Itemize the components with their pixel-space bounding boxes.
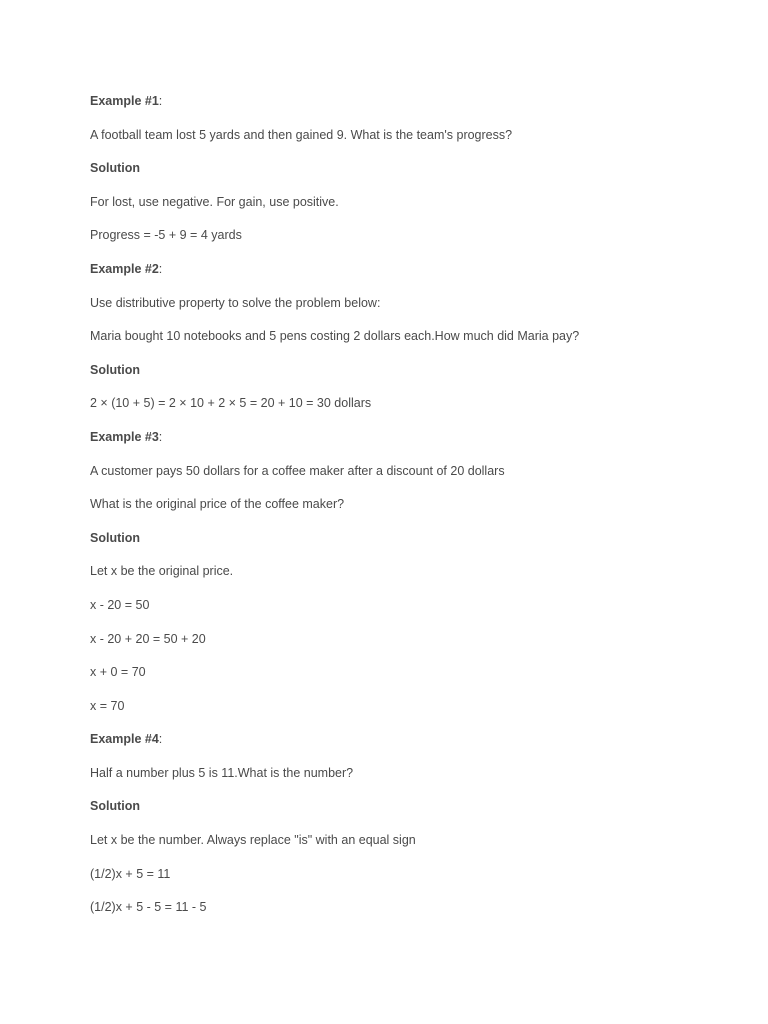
example-2-heading xyxy=(90,261,730,295)
example-3-title: Example #3 xyxy=(90,429,159,444)
example-3-solution-line-4: x + 0 = 70 xyxy=(90,665,146,680)
example-3-solution-label xyxy=(90,530,730,564)
example-2-problem: Maria bought 10 notebooks and 5 pens costing 2 dollars each.How much did Maria pay? xyxy=(90,329,580,344)
example-4-title: Example #4 xyxy=(90,732,159,747)
example-2-intro: Use distributive property to solve the problem below: xyxy=(90,295,381,310)
solution-label: Solution xyxy=(90,799,140,814)
document-body xyxy=(90,93,730,933)
solution-label: Solution xyxy=(90,530,140,545)
example-4-solution-line-3: (1/2)x + 5 - 5 = 11 - 5 xyxy=(90,900,207,915)
example-1-solution-label xyxy=(90,160,730,194)
example-4-heading xyxy=(90,731,730,765)
example-3-solution-line-5: x = 70 xyxy=(90,698,125,713)
example-2-solution-label xyxy=(90,362,730,396)
solution-label: Solution xyxy=(90,362,140,377)
example-4-colon: : xyxy=(158,732,163,747)
example-4-problem: Half a number plus 5 is 11.What is the number? xyxy=(90,765,354,780)
example-3-heading xyxy=(90,429,730,463)
example-3-problem-1: A customer pays 50 dollars for a coffee maker after a discount of 20 dollars xyxy=(90,463,505,478)
example-1-problem: A football team lost 5 yards and then gained 9. What is the team's progress? xyxy=(90,127,513,142)
example-1-solution-line-2: Progress = -5 + 9 = 4 yards xyxy=(90,228,242,243)
example-3-problem-2: What is the original price of the coffee maker? xyxy=(90,497,345,512)
example-4-solution-label xyxy=(90,798,730,832)
example-2-title: Example #2 xyxy=(90,261,159,276)
example-4-solution-line-1: Let x be the number. Always replace "is" with an equal sign xyxy=(90,833,416,848)
example-1-solution-line-1: For lost, use negative. For gain, use positive. xyxy=(90,194,339,209)
example-2-colon: : xyxy=(158,261,163,276)
example-3-solution-line-2: x - 20 = 50 xyxy=(90,597,150,612)
example-4-solution-line-2: (1/2)x + 5 = 11 xyxy=(90,866,171,881)
example-3-solution-line-3: x - 20 + 20 = 50 + 20 xyxy=(90,631,206,646)
example-1-title: Example #1 xyxy=(90,94,159,108)
example-2-solution-line-1: 2 × (10 + 5) = 2 × 10 + 2 × 5 = 20 + 10 = 30 dollars xyxy=(90,396,372,411)
example-1-heading xyxy=(90,93,730,127)
example-1-colon: : xyxy=(158,94,163,108)
solution-label: Solution xyxy=(90,161,140,176)
example-3-colon: : xyxy=(158,429,163,444)
example-3-solution-line-1: Let x be the original price. xyxy=(90,564,234,579)
